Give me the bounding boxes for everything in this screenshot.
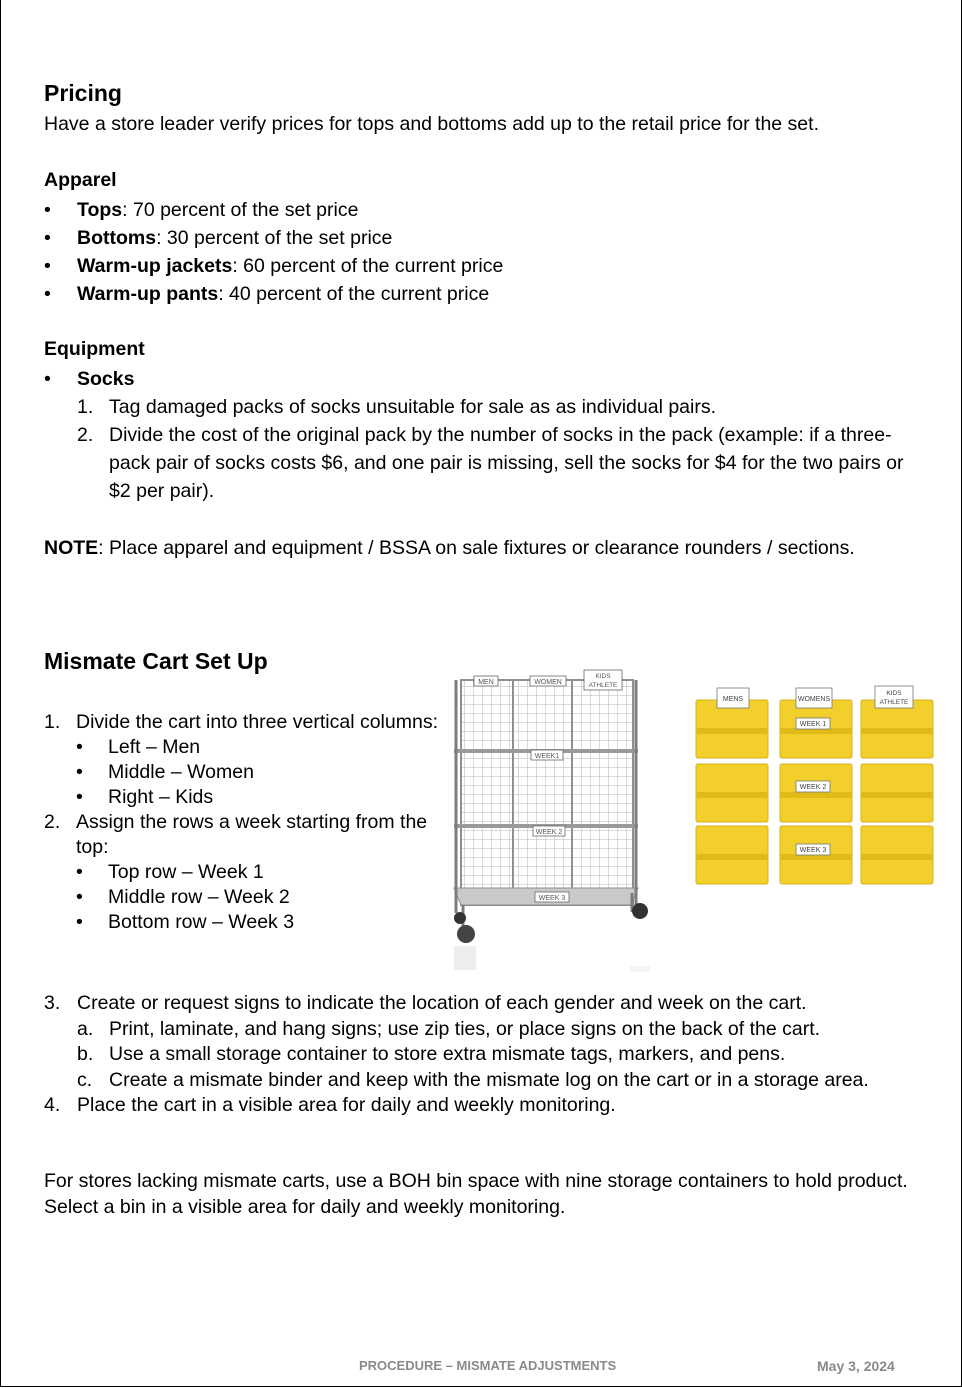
- note-paragraph: [44, 534, 904, 562]
- step-number: 2.: [77, 424, 94, 446]
- step-text: Assign the rows a week starting from the top:: [76, 811, 428, 858]
- mismate-steps-top: [44, 710, 439, 935]
- apparel-list-wrap: [44, 196, 924, 308]
- step-number: 3.: [44, 992, 61, 1014]
- list-item: • Right – Kids: [76, 786, 214, 808]
- row-text: Middle row – Week 2: [108, 886, 290, 908]
- list-item: [77, 1017, 919, 1043]
- row-text: Bottom row – Week 3: [108, 911, 295, 933]
- mismate-title: Mismate Cart Set Up: [44, 648, 268, 674]
- step-text: Divide the cost of the original pack by the number of socks in the pack (example: if a three-pack pair of socks costs $6, and one pair is missing, sell the socks for $4 for the two pairs or $2 per pair).: [109, 424, 904, 502]
- sub-text: Print, laminate, and hang signs; use zip ties, or place signs on the back of the cart.: [109, 1017, 821, 1040]
- list-item: • Warm-up jackets: 60 percent of the current price: [44, 255, 504, 277]
- pricing-section: [44, 80, 122, 107]
- bin-label-week2-text: WEEK 2: [799, 784, 827, 791]
- apparel-text: : 40 percent of the current price: [218, 283, 490, 305]
- list-item: [77, 421, 924, 505]
- note-wrap: [44, 534, 904, 562]
- pricing-title: Pricing: [44, 80, 122, 106]
- step-number: 2.: [44, 811, 61, 833]
- caster-wheel: [457, 925, 475, 943]
- list-item: [77, 1042, 919, 1068]
- step-text: Place the cart in a visible area for daily and weekly monitoring.: [77, 1094, 616, 1116]
- footer-doc-title: PROCEDURE – MISMATE ADJUSTMENTS: [359, 1358, 617, 1373]
- list-item: • Bottom row – Week 3: [76, 911, 295, 933]
- sub-letter: c.: [77, 1068, 93, 1091]
- list-item: • Socks 1. Tag damaged packs of socks unsuitable for sale as as individual pairs. 2. Divide the cost of the original pack by the number of socks in the pack (example: if a three-pack pair of socks costs $6, and one pair is missing, sell the socks for $4 for the two pairs or $2 per pair).: [44, 365, 924, 505]
- list-item: • Middle – Women: [76, 761, 254, 783]
- column-text: Middle – Women: [108, 761, 254, 783]
- list-item: [44, 1093, 919, 1119]
- step-text: Create or request signs to indicate the location of each gender and week on the cart.: [77, 992, 807, 1014]
- sub-text: Use a small storage container to store extra mismate tags, markers, and pens.: [109, 1043, 786, 1065]
- step-text: Tag damaged packs of socks unsuitable for sale as as individual pairs.: [109, 396, 717, 418]
- apparel-term: Tops: [77, 199, 123, 221]
- rows-list: [76, 860, 439, 935]
- equipment-heading: Equipment: [44, 338, 145, 360]
- apparel-term: Bottoms: [77, 227, 157, 249]
- equipment-heading-wrap: [44, 338, 145, 361]
- note-text: : Place apparel and equipment / BSSA on sale fixtures or clearance rounders / sections.: [98, 537, 855, 559]
- bin-label-week1-text: WEEK 1: [799, 721, 827, 728]
- apparel-term: Warm-up jackets: [77, 255, 233, 277]
- apparel-list: [44, 196, 924, 308]
- bin-label-kids-text: KIDS: [886, 690, 902, 697]
- note-label: NOTE: [44, 537, 99, 559]
- cart-label-week2-text: WEEK 2: [535, 829, 563, 836]
- closing-wrap: [44, 1169, 924, 1220]
- mismate-cart-illustration: [446, 668, 656, 978]
- equipment-list-wrap: [44, 365, 924, 505]
- socks-label: Socks: [77, 368, 135, 390]
- cart-label-week1-text: WEEK1: [534, 753, 560, 760]
- step-number: 4.: [44, 1094, 61, 1116]
- caster-wheel: [454, 912, 466, 924]
- mismate-steps-list-2: [44, 991, 919, 1119]
- step-text: Divide the cart into three vertical columns:: [76, 711, 438, 733]
- list-item: [44, 991, 919, 1093]
- bin-label-mens-text: MENS: [722, 696, 744, 703]
- apparel-text: : 70 percent of the set price: [122, 199, 359, 221]
- footer-date: May 3, 2024: [817, 1358, 895, 1374]
- list-item: • Top row – Week 1: [76, 861, 264, 883]
- cart-label-men-text: MEN: [478, 679, 494, 686]
- cart-label-women-text: WOMEN: [534, 679, 562, 686]
- list-item: • Left – Men: [76, 736, 201, 758]
- column-text: Left – Men: [108, 736, 201, 758]
- list-item: [77, 1068, 919, 1094]
- list-item: [77, 393, 924, 421]
- cart-label-kids-text: KIDS: [595, 673, 611, 680]
- list-item: • Tops: 70 percent of the set price: [44, 199, 359, 221]
- list-item: [44, 710, 439, 810]
- columns-list: [76, 735, 439, 810]
- caster-wheel: [632, 903, 648, 919]
- socks-steps: [77, 393, 924, 505]
- cart-label-athlete-text: ATHLETE: [588, 682, 618, 689]
- step-number: 1.: [77, 396, 94, 418]
- mismate-steps-bottom: [44, 991, 919, 1119]
- storage-bins-illustration: [691, 684, 941, 889]
- equipment-list: [44, 365, 924, 505]
- pricing-intro: Have a store leader verify prices for tops and bottoms add up to the retail price for the set.: [44, 113, 819, 135]
- apparel-text: : 60 percent of the current price: [232, 255, 504, 277]
- pricing-intro-wrap: [44, 110, 934, 138]
- list-item: • Bottoms: 30 percent of the set price: [44, 227, 393, 249]
- step3-sublist: [77, 1017, 919, 1094]
- apparel-heading: Apparel: [44, 169, 117, 191]
- bin-label-womens-text: WOMENS: [797, 696, 831, 703]
- list-item: • Middle row – Week 2: [76, 886, 290, 908]
- sub-letter: b.: [77, 1043, 94, 1065]
- bin-label-athlete-text: ATHLETE: [879, 699, 909, 706]
- row-text: Top row – Week 1: [108, 861, 264, 883]
- list-item: • Warm-up pants: 40 percent of the current price: [44, 283, 490, 305]
- apparel-term: Warm-up pants: [77, 283, 219, 305]
- bin-label-week3-text: WEEK 3: [799, 847, 827, 854]
- closing-paragraph: For stores lacking mismate carts, use a BOH bin space with nine storage containers to hold product. Select a bin in a visible area for daily and weekly monitoring.: [44, 1170, 908, 1218]
- sub-text: Create a mismate binder and keep with the mismate log on the cart or in a storage area.: [109, 1068, 869, 1091]
- step-number: 1.: [44, 711, 61, 733]
- apparel-text: : 30 percent of the set price: [156, 227, 393, 249]
- cart-label-week3-text: WEEK 3: [538, 895, 566, 902]
- sub-letter: a.: [77, 1017, 94, 1040]
- column-text: Right – Kids: [108, 786, 214, 808]
- list-item: [44, 810, 439, 935]
- mismate-title-wrap: [44, 648, 268, 675]
- apparel-heading-wrap: [44, 169, 117, 192]
- cart-frame: [461, 680, 633, 905]
- mismate-steps-list: [44, 710, 439, 935]
